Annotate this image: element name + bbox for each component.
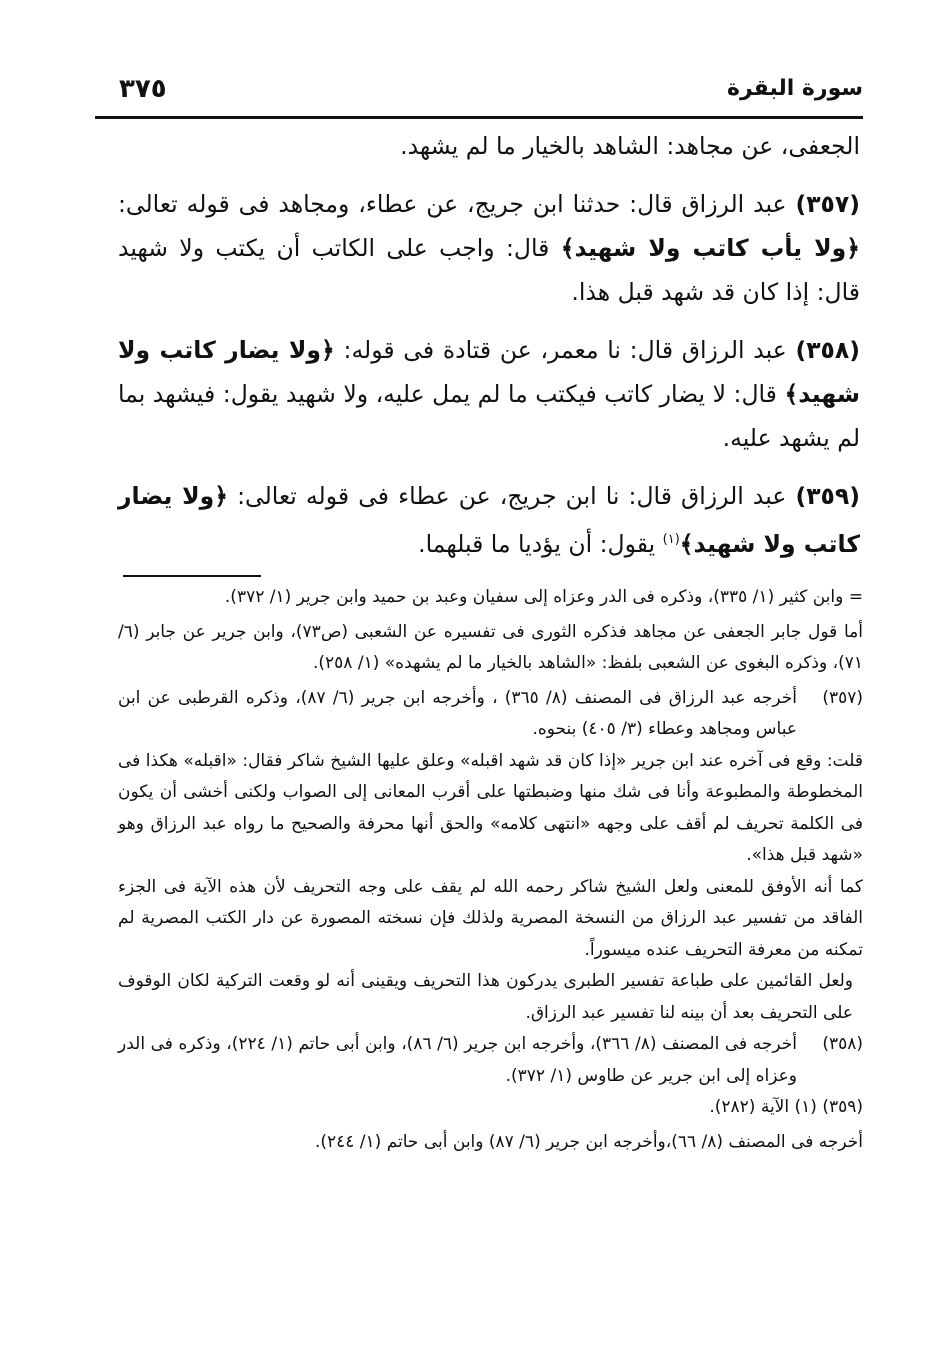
quran-verse: ﴿ولا يأب كاتب ولا شهيد﴾ bbox=[560, 234, 860, 262]
paragraph-359 bbox=[118, 474, 860, 566]
footnote-text: أخرجه عبد الرزاق فى المصنف (٨/ ٣٦٥) ، وأخرجه ابن جرير (٦/ ٨٧)، وذكره القرطبى عن ابن عباس ومجاهد وعطاء (٣/ ٤٠٥) بنحوه. bbox=[118, 687, 797, 739]
paragraph-text: يقول: أن يؤديا ما قبلهما. bbox=[418, 529, 663, 558]
page-header bbox=[95, 66, 863, 116]
paragraph-358 bbox=[118, 328, 860, 460]
narration-number: (٣٥٨) bbox=[795, 336, 860, 364]
footnote-divider bbox=[123, 575, 261, 577]
paragraph-text: عبد الرزاق قال: حدثنا ابن جريج، عن عطاء، ومجاهد فى قوله تعالى: bbox=[118, 190, 796, 218]
footnote-text: أخرجه فى المصنف (٨/ ٣٦٦)، وأخرجه ابن جرير (٦/ ٨٦)، وابن أبى حاتم (١/ ٢٢٤)، وذكره فى الدر وعزاه إلى ابن جرير عن طاوس (١/ ٣٧٢). bbox=[118, 1034, 797, 1086]
narration-number: (٣٥٧) bbox=[795, 190, 860, 218]
paragraph-continuation: الجعفى، عن مجاهد: الشاهد بالخيار ما لم يشهد. bbox=[400, 132, 860, 160]
surah-title: سورة البقرة bbox=[726, 76, 863, 101]
footnote-label: (٣٥٧) bbox=[822, 687, 863, 708]
footnote-358 bbox=[118, 1029, 863, 1092]
paragraph-text: عبد الرزاق قال: نا ابن جريج، عن عطاء فى قوله تعالى: bbox=[228, 482, 796, 510]
footnote-comment: ولعل القائمين على طباعة تفسير الطبرى يدركون هذا التحريف ويقينى أنه لو وقعت التركية لكان الوقوف على التحريف بعد أن بينه لنا تفسير عبد الرزاق. bbox=[118, 971, 853, 1023]
footnote-marker: (١) bbox=[662, 532, 680, 547]
header-divider bbox=[95, 116, 863, 119]
footnote-continuation: أما قول جابر الجعفى عن مجاهد فذكره الثورى فى تفسيره عن الشعبى (ص٧٣)، وابن جرير عن جابر (٦/ ٧١)، وذكره البغوى عن الشعبى بلفظ: «الشاهد بالخيار ما لم يشهده» (١/ ٢٥٨). bbox=[118, 621, 863, 673]
footnote-label: (٣٥٨) bbox=[822, 1034, 863, 1054]
footnote-continuation: = وابن كثير (١/ ٣٣٥)، وذكره فى الدر وعزاه إلى سفيان وعبد بن حميد وابن جرير (١/ ٣٧٢). bbox=[224, 587, 863, 607]
paragraph-text: قال: لا يضار كاتب فيكتب ما لم يمل عليه، ولا شهيد يقول: فيشهد بما لم يشهد عليه. bbox=[118, 380, 860, 452]
footnote-359-verse: (٣٥٩) (١) الآية (٢٨٢). bbox=[709, 1097, 863, 1117]
footnote-comment: قلت: وقع فى آخره عند ابن جرير «إذا كان قد شهد اقبله» وعلق عليها الشيخ شاكر فقال: «اقبله» هكذا فى المخطوطة والمطبوعة وأنا فى شك منها وضبطتها على أقرب المعانى إلى الصواب ولكنى أخشى أن يكون فى الكلمة تحريف لم أقف على وجهه «انتهى كلامه» والحق أنها محرفة والصحيح ما رواه عبد الرزاق وهو «شهد قبل هذا». bbox=[118, 750, 863, 865]
page-number: ٣٧٥ bbox=[119, 74, 167, 104]
quran-verse: ﴿ولا يضار كاتب ولا شهيد﴾ bbox=[118, 482, 860, 558]
paragraph-text: قال: واجب على الكاتب أن يكتب ولا شهيد قال: إذا كان قد شهد قبل هذا. bbox=[118, 234, 860, 306]
footnotes bbox=[118, 582, 863, 1158]
footnote-comment: كما أنه الأوفق للمعنى ولعل الشيخ شاكر رحمه الله لم يقف على وجه التحريف لأن هذه الآية فى الجزء الفاقد من تفسير عبد الرزاق من النسخة المصرية ولذلك فإن نسخته المصورة عن دار الكتب المصرية لم تمكنه من معرفة التحريف عنده ميسوراً. bbox=[118, 876, 863, 960]
narration-number: (٣٥٩) bbox=[795, 482, 860, 510]
main-text bbox=[118, 124, 860, 566]
footnote-359-text: أخرجه فى المصنف (٨/ ٦٦)،وأخرجه ابن جرير (٦/ ٨٧) وابن أبى حاتم (١/ ٢٤٤). bbox=[314, 1131, 863, 1152]
footnote-357 bbox=[118, 683, 863, 746]
paragraph-357 bbox=[118, 182, 860, 314]
paragraph-text: عبد الرزاق قال: نا معمر، عن قتادة فى قوله: bbox=[334, 336, 796, 364]
quran-verse: ﴿ولا يضار كاتب ولا شهيد﴾ bbox=[118, 336, 860, 408]
